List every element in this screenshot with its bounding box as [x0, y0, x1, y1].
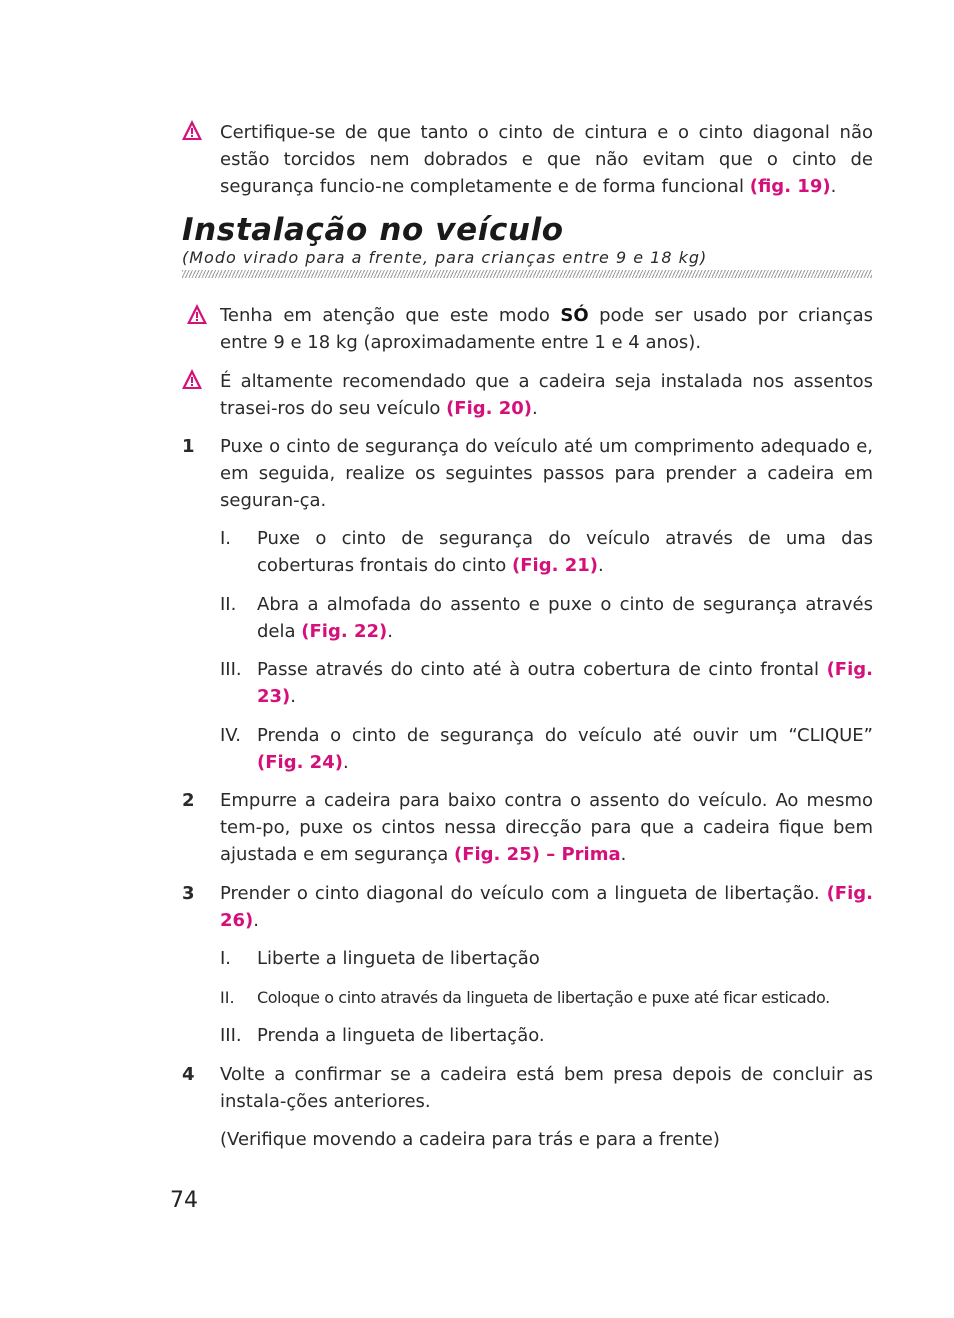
step-2-text: Empurre a cadeira para baixo contra o assento do veículo. Ao mesmo tem-po, puxe os cintos nessa direcção para que a cadeira fique bem ajustada e em segurança (Fig. 25) – Prima.: [220, 790, 873, 865]
step-4-note: (Verifique movendo a cadeira para trás e para a frente): [220, 1129, 720, 1150]
substep-text: Puxe o cinto de segurança do veículo através de uma das coberturas frontais do cinto (Fig. 21).: [257, 528, 873, 576]
substep-text: Coloque o cinto através da lingueta de libertação e puxe até ficar esticado.: [257, 988, 830, 1007]
page-number: 74: [170, 1188, 198, 1213]
substep-numeral: II.: [220, 594, 237, 615]
substep-numeral: I.: [220, 948, 232, 969]
figure-reference: (Fig. 22): [301, 621, 388, 642]
figure-reference: (Fig. 26): [220, 883, 873, 931]
warning-triangle-icon: [181, 368, 203, 390]
figure-reference: (Fig. 20): [446, 398, 533, 419]
substep-numeral: III.: [220, 1025, 242, 1046]
substep-text: Abra a almofada do assento e puxe o cinto de segurança através dela (Fig. 22).: [257, 594, 873, 642]
section-subtitle: (Modo virado para a frente, para crianças entre 9 e 18 kg): [182, 248, 708, 267]
figure-reference: (fig. 19): [749, 176, 831, 197]
warning-triangle-icon: [186, 303, 208, 325]
substep-text: Passe através do cinto até à outra cobertura de cinto frontal (Fig. 23).: [257, 659, 873, 707]
step-4-text: Volte a confirmar se a cadeira está bem presa depois de concluir as instala-ções anteriores.: [220, 1064, 873, 1112]
step-number: 1: [182, 436, 195, 457]
warning-triangle-icon: [181, 119, 203, 141]
substep-numeral: III.: [220, 659, 242, 680]
note-rear-seats: É altamente recomendado que a cadeira seja instalada nos assentos trasei-ros do seu veículo (Fig. 20).: [220, 371, 873, 419]
substep-numeral: I.: [220, 528, 232, 549]
step-number: 3: [182, 883, 195, 904]
note-weight-limit: Tenha em atenção que este modo SÓ pode ser usado por crianças entre 9 e 18 kg (aproximadamente entre 1 e 4 anos).: [220, 305, 873, 353]
figure-reference: (Fig. 25) – Prima: [453, 844, 621, 865]
step-number: 4: [182, 1064, 195, 1085]
warning-text-twisted-belts: Certifique-se de que tanto o cinto de cintura e o cinto diagonal não estão torcidos nem dobrados e que não evitam que o cinto de segurança funcio-ne completamente e de forma funcional (fig. 19).: [220, 122, 873, 197]
figure-reference: (Fig. 21): [512, 555, 598, 576]
step-3-text: Prender o cinto diagonal do veículo com a lingueta de libertação. (Fig. 26).: [220, 883, 873, 931]
substep-text: Prenda o cinto de segurança do veículo até ouvir um “CLIQUE” (Fig. 24).: [257, 725, 873, 773]
substep-numeral: IV.: [220, 725, 242, 746]
substep-text: Prenda a lingueta de libertação.: [257, 1025, 545, 1046]
substep-numeral: II.: [220, 988, 235, 1007]
section-title: Instalação no veículo: [182, 212, 564, 248]
step-number: 2: [182, 790, 195, 811]
step-1-text: Puxe o cinto de segurança do veículo até um comprimento adequado e, em seguida, realize os seguintes passos para prender a cadeira em seguran-ça.: [220, 436, 873, 511]
substep-text: Liberte a lingueta de libertação: [257, 948, 540, 969]
figure-reference: (Fig. 23): [257, 659, 873, 707]
figure-reference: (Fig. 24): [257, 752, 343, 773]
section-divider: [182, 270, 872, 278]
